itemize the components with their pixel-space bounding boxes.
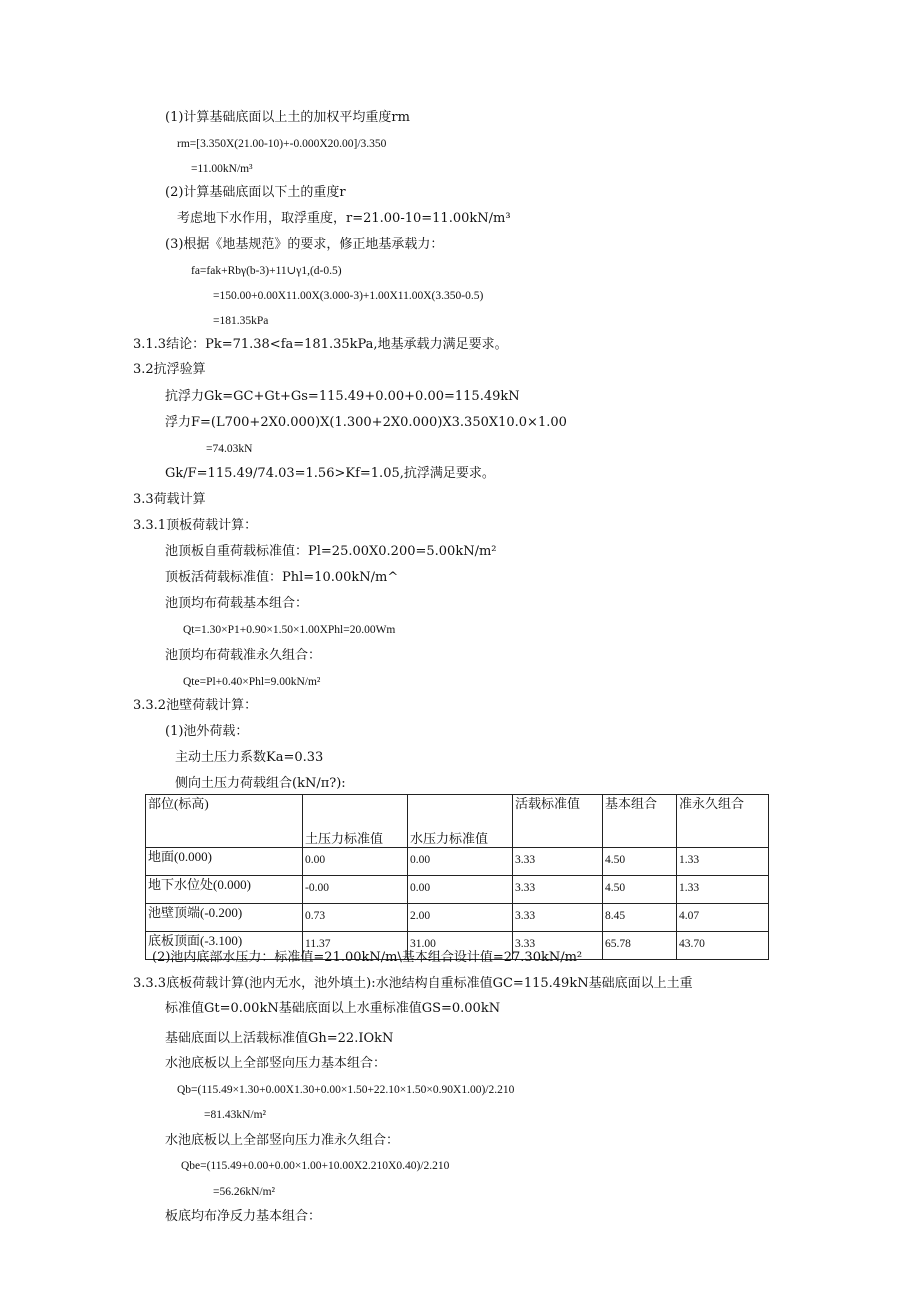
section-3-2-title: 3.2抗浮验算	[133, 362, 206, 377]
table-cell: 43.70	[677, 932, 769, 960]
section-3-3-title: 3.3荷载计算	[133, 492, 206, 507]
roof-quasi-combo-formula: Qte=Pl+0.40×Phl=9.00kN/m²	[183, 676, 321, 688]
section-3-3-3-line-1: 3.3.3底板荷载计算(池内无水，池外填土):水池结构自重标准值GC=115.49kN基础底面以上土重	[133, 976, 693, 991]
table-cell: 底板顶面(-3.100)	[146, 932, 303, 960]
formula-fa: fa=fak+Rbγ(b-3)+11∪γ1,(d-0.5)	[191, 265, 342, 277]
header-cell: 部位(标高)	[146, 795, 303, 848]
lateral-pressure-table	[145, 794, 769, 960]
table-cell: 1.33	[677, 876, 769, 904]
anti-float-force: 抗浮力Gk=GC+Gt+Gs=115.49+0.00+0.00=115.49kN	[165, 389, 520, 404]
section-3-3-3-line-2: 标准值Gt=0.00kN基础底面以上水重标准值GS=0.00kN	[165, 1001, 501, 1016]
table-row	[146, 848, 769, 876]
table-cell: 0.00	[408, 848, 513, 876]
buoyant-weight-text: 考虑地下水作用，取浮重度，r=21.00-10=11.00kN/m³	[177, 211, 511, 226]
table-cell: 地面(0.000)	[146, 848, 303, 876]
section-3-3-2-title: 3.3.2池壁荷载计算：	[133, 698, 258, 713]
roof-quasi-combo-title: 池顶均布荷载准永久组合：	[165, 648, 322, 663]
roof-basic-combo-title: 池顶均布荷载基本组合：	[165, 596, 309, 611]
table-cell: 0.73	[303, 904, 408, 932]
table-cell: 31.00	[408, 932, 513, 960]
inner-water-pressure: (2)池内底部水压力：标准值=21.00kN/m\基本组合设计值=27.30kN/m²	[152, 950, 583, 965]
base-live-load: 基础底面以上活载标准值Gh=22.IOkN	[165, 1031, 394, 1046]
table-cell: 8.45	[603, 904, 677, 932]
conclusion-3-1-3: 3.1.3结论：Pk=71.38<fa=181.35kPa,地基承载力满足要求。	[133, 337, 508, 352]
roof-dead-load: 池顶板自重荷载标准值：Pl=25.00X0.200=5.00kN/m²	[165, 544, 497, 559]
buoyancy-result: =74.03kN	[206, 443, 253, 455]
table-cell: 0.00	[303, 848, 408, 876]
table-row	[146, 904, 769, 932]
formula-rm-result: =11.00kN/m³	[191, 163, 253, 175]
formula-rm: rm=[3.350X(21.00-10)+-0.000X20.00]/3.350	[177, 138, 387, 150]
section-3-3-1-title: 3.3.1顶板荷载计算：	[133, 518, 258, 533]
header-cell: 基本组合	[603, 795, 677, 848]
formula-fa-sub: =150.00+0.00X11.00X(3.000-3)+1.00X11.00X(3.350-0.5)	[213, 290, 484, 302]
table-cell: 3.33	[513, 932, 603, 960]
anti-float-check: Gk/F=115.49/74.03=1.56>Kf=1.05,抗浮满足要求。	[165, 466, 495, 481]
base-basic-combo-formula: Qb=(115.49×1.30+0.00X1.30+0.00×1.50+22.10×1.50×0.90X1.00)/2.210	[177, 1084, 515, 1096]
formula-fa-result: =181.35kPa	[213, 315, 269, 327]
header-cell: 准永久组合	[677, 795, 769, 848]
table-cell: 2.00	[408, 904, 513, 932]
outer-load-title: (1)池外荷载：	[165, 724, 249, 739]
base-basic-combo-title: 水池底板以上全部竖向压力基本组合：	[165, 1056, 387, 1071]
table-cell: 65.78	[603, 932, 677, 960]
table-cell: -0.00	[303, 876, 408, 904]
base-quasi-combo-formula: Qbe=(115.49+0.00+0.00×1.00+10.00X2.210X0.40)/2.210	[181, 1160, 450, 1172]
table-cell: 0.00	[408, 876, 513, 904]
header-cell: 活载标准值	[513, 795, 603, 848]
table-cell: 池壁顶端(-0.200)	[146, 904, 303, 932]
base-quasi-combo-title: 水池底板以上全部竖向压力准永久组合：	[165, 1133, 400, 1148]
step-1-title: (1)计算基础底面以上土的加权平均重度rm	[165, 110, 410, 125]
step-2-title: (2)计算基础底面以下土的重度r	[165, 185, 346, 200]
table-cell: 3.33	[513, 904, 603, 932]
step-3-title: (3)根据《地基规范》的要求，修正地基承载力：	[165, 237, 444, 252]
header-cell: 土压力标准值	[303, 795, 408, 848]
table-row	[146, 876, 769, 904]
table-cell: 地下水位处(0.000)	[146, 876, 303, 904]
base-quasi-combo-result: =56.26kN/m²	[213, 1186, 276, 1198]
roof-basic-combo-formula: Qt=1.30×P1+0.90×1.50×1.00XPhl=20.00Wm	[183, 624, 396, 636]
table-cell: 1.33	[677, 848, 769, 876]
table-cell: 4.50	[603, 876, 677, 904]
buoyancy-formula: 浮力F=(L700+2X0.000)X(1.300+2X0.000)X3.350X10.0×1.00	[165, 415, 567, 430]
header-cell: 水压力标准值	[408, 795, 513, 848]
net-reaction-basic-combo-title: 板底均布净反力基本组合：	[165, 1209, 322, 1224]
base-basic-combo-result: =81.43kN/m²	[204, 1109, 267, 1121]
table-cell: 11.37	[303, 932, 408, 960]
table-header-row	[146, 795, 769, 848]
roof-live-load: 顶板活荷载标准值：Phl=10.00kN/m^	[165, 570, 399, 585]
table-cell: 3.33	[513, 848, 603, 876]
table-cell: 4.07	[677, 904, 769, 932]
lateral-pressure-title: 侧向土压力荷载组合(kN/π?):	[175, 776, 346, 791]
table-cell: 3.33	[513, 876, 603, 904]
earth-pressure-coefficient: 主动土压力系数Ka=0.33	[175, 750, 324, 765]
table-cell: 4.50	[603, 848, 677, 876]
